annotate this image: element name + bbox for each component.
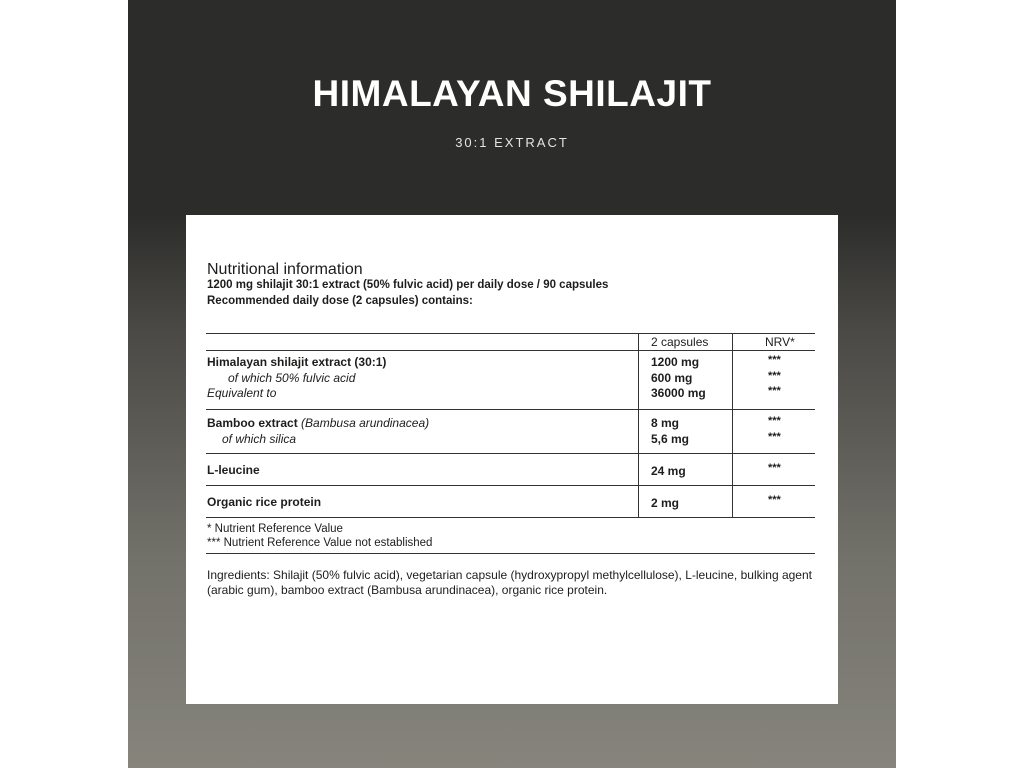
column-header-capsules: 2 capsules <box>651 335 709 349</box>
nutrient-value: 24 mg <box>651 464 686 478</box>
nutrient-value: 36000 mg <box>651 386 706 400</box>
nutrient-name: Bamboo extract <box>207 416 298 430</box>
table-column-divider <box>638 333 639 517</box>
nutrient-value: 2 mg <box>651 496 680 510</box>
nutrient-nrv: *** <box>768 415 781 427</box>
nutrient-name: L-leucine <box>207 463 260 477</box>
nutrient-name: Organic rice protein <box>207 495 322 509</box>
nutrient-subname: of which 50% fulvic acid <box>228 371 356 385</box>
nutrition-title: Nutritional information <box>207 261 363 278</box>
table-bottom-rule <box>206 517 815 518</box>
table-column-divider <box>732 333 733 517</box>
nutrient-value: 8 mg <box>651 416 680 430</box>
nutrient-nrv: *** <box>768 494 781 506</box>
nutrient-latin-name: (Bambusa arundinacea) <box>301 416 430 430</box>
product-subtitle: 30:1 EXTRACT <box>455 135 569 150</box>
recommended-dose: Recommended daily dose (2 capsules) contains: <box>207 295 473 307</box>
nutrient-name-wrapper <box>207 416 429 430</box>
nutrient-value: 1200 mg <box>651 355 700 369</box>
nutrient-name: Himalayan shilajit extract (30:1) <box>207 355 387 369</box>
table-row-divider <box>206 485 815 486</box>
nutrient-nrv: *** <box>768 462 781 474</box>
footnote-not-established: *** Nutrient Reference Value not established <box>207 537 433 549</box>
product-title: HIMALAYAN SHILAJIT <box>312 73 712 114</box>
footnote-rule <box>206 553 815 554</box>
nutrient-nrv: *** <box>768 354 781 366</box>
table-row-divider <box>206 453 815 454</box>
nutrient-value: 5,6 mg <box>651 432 690 446</box>
nutrient-nrv: *** <box>768 431 781 443</box>
table-top-rule <box>206 333 815 334</box>
nutrient-nrv: *** <box>768 385 781 397</box>
nutrient-value: 600 mg <box>651 371 693 385</box>
column-header-nrv: NRV* <box>765 335 795 349</box>
footnote-nrv: * Nutrient Reference Value <box>207 523 343 535</box>
nutrient-subname: of which silica <box>222 432 297 446</box>
nutrient-subname: Equivalent to <box>207 386 277 400</box>
nutrition-card <box>186 215 838 704</box>
dose-description: 1200 mg shilajit 30:1 extract (50% fulvic acid) per daily dose / 90 capsules <box>207 279 609 291</box>
nutrient-nrv: *** <box>768 370 781 382</box>
table-row-divider <box>206 409 815 410</box>
ingredients-text: Ingredients: Shilajit (50% fulvic acid), vegetarian capsule (hydroxypropyl methylcellulose), L-leucine, bulking agent (arabic gum), bamboo extract (Bambusa arundinacea), organic rice protein. <box>207 568 812 597</box>
table-header-rule <box>206 350 815 351</box>
